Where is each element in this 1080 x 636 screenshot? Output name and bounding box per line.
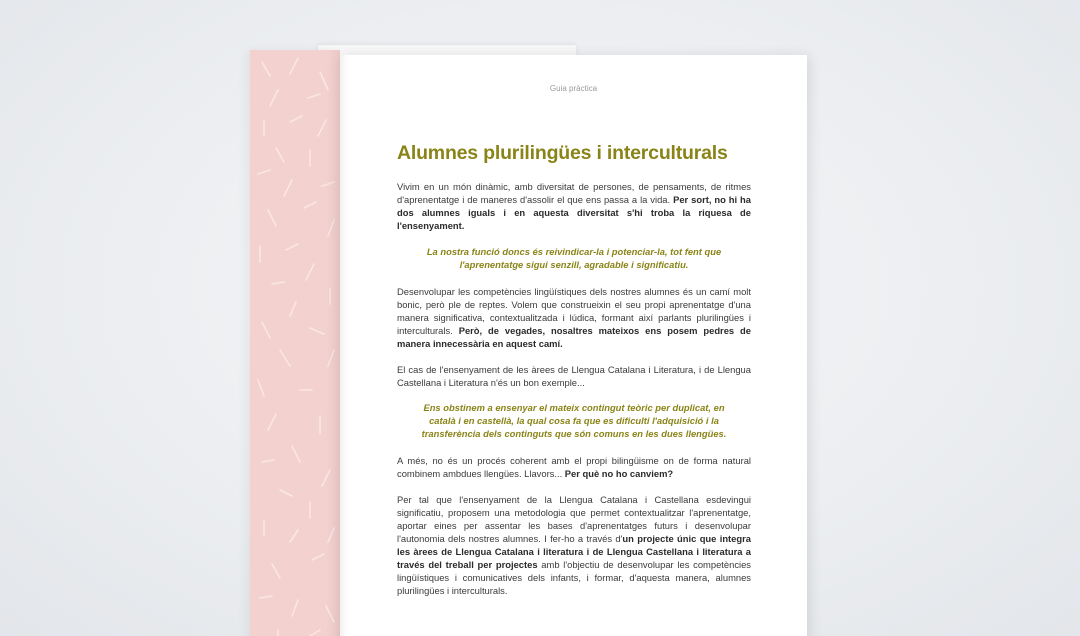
page-fold-shadow	[340, 55, 348, 636]
paragraph-text: A més, no és un procés coherent amb el propi bilingüisme on de forma natural combinem ambdues llengües. Llavors...	[397, 455, 751, 480]
paragraph-tail-text: amb l'objectiu de desenvolupar les competències lingüístiques i comunicatives dels infants, i formar, d'aquesta manera, alumnes plurilingües i interculturals.	[397, 559, 751, 597]
cover-spine-shadow	[326, 50, 340, 636]
paragraph-text: Desenvolupar les competències lingüístiques dels nostres alumnes és un camí molt bonic, però ple de reptes. Volem que construeixin el seu propi aprenentatge d'una manera significativa, contextualitzada i lúdica, formant així parlants plurilingües i interculturals.	[397, 285, 751, 336]
paragraph-bold-text: Per què no ho canviem?	[564, 468, 674, 480]
paragraph-bold-text: Per sort, no hi ha dos alumnes iguals i en aquesta diversitat s'hi troba la riquesa de l'ensenyament.	[397, 194, 751, 232]
paragraph-bold-text: un projecte únic que integra les àrees de Llengua Catalana i literatura i de Llengua Castellana i literatura a través del treball per projectes	[397, 532, 751, 571]
pull-quote-duplicated: Ens obstinem a ensenyar el mateix contingut teòric per duplicat, en català i en castellà, la qual cosa fa que es dificulti l'adquisició i la transferència dels continguts que són comuns en les dues llengües.	[421, 402, 727, 440]
document-page	[340, 55, 807, 636]
paragraph-bilingualism	[397, 454, 751, 480]
paragraph-intro	[397, 180, 751, 232]
page-content	[397, 140, 751, 610]
pull-quote-function: La nostra funció doncs és reivindicar-la i potenciar-la, tot fent que l'aprenentatge sigui senzill, agradable i significatiu.	[426, 245, 722, 270]
running-header: Guia pràctica	[549, 84, 598, 93]
paragraph-text: El cas de l'ensenyament de les àrees de Llengua Catalana i Literatura, i de Llengua Castellana i Literatura n'és un bon exemple...	[397, 363, 751, 388]
paragraph-bold-text: Però, de vegades, nosaltres mateixos ens posem pedres de manera innecessària en aquest camí.	[397, 324, 751, 349]
page-title: Alumnes plurilingües i interculturals	[397, 142, 728, 164]
paragraph-proposal	[397, 493, 751, 598]
paragraph-example	[397, 363, 751, 389]
paragraph-text: Per tal que l'ensenyament de la Llengua Catalana i Castellana esdevingui significatiu, proposem una metodologia que permet contextualitzar l'aprenentatge, aportar eines per assentar les bases d'aprenentatges futurs i desenvolupar l'autonomia dels nostres alumnes. I fer-ho a través d'	[397, 493, 751, 544]
paragraph-text: Vivim en un món dinàmic, amb diversitat de persones, de pensaments, de ritmes d'aprenentatge i de maneres d'assolir el que ens passa a la vida.	[397, 181, 751, 206]
paragraph-competencies	[397, 285, 751, 350]
